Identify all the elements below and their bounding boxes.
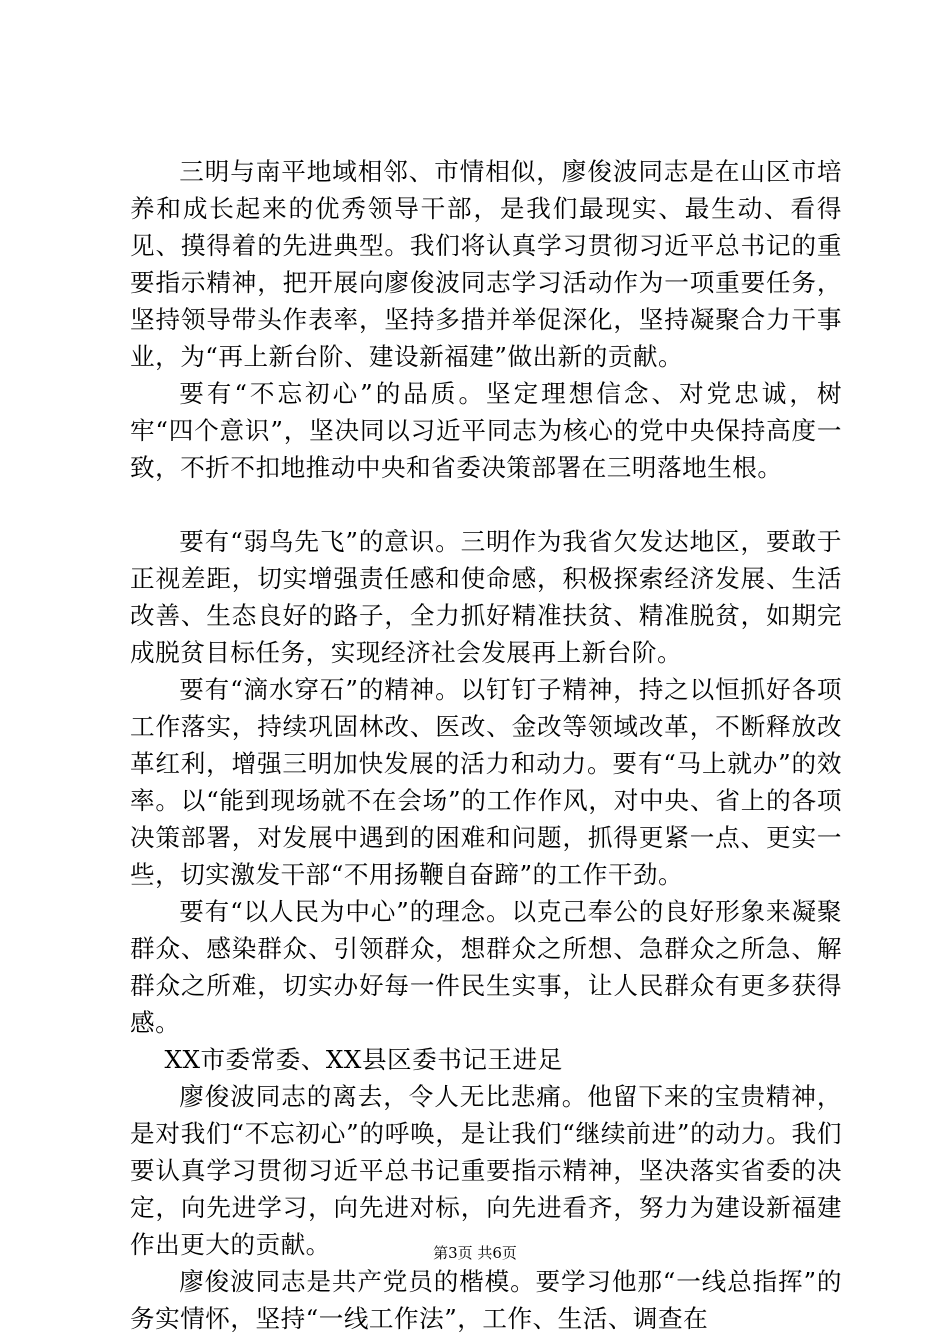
document-body: [130, 153, 842, 1337]
paragraph-dripping-water: 要有“滴水穿石”的精神。以钉钉子精神，持之以恒抓好各项工作落实，持续巩固林改、医改、金改等领域改革，不断释放改革红利，增强三明加快发展的活力和动力。要有“马上就办”的效率。以“能到现场就不在会场”的工作作风，对中央、省上的各项决策部署，对发展中遇到的困难和问题，抓得更紧一点、更实一些，切实激发干部“不用扬鞭自奋蹄”的工作干劲。: [130, 675, 842, 889]
page-footer: 第3页 共6页: [433, 1244, 517, 1262]
paragraph-people-centered: 要有“以人民为中心”的理念。以克己奉公的良好形象来凝聚群众、感染群众、引领群众，想群众之所想、急群众之所急、解群众之所难，切实办好每一件民生实事，让人民群众有更多获得感。: [130, 897, 842, 1037]
paragraph-weak-bird-first: 要有“弱鸟先飞”的意识。三明作为我省欠发达地区，要敢于正视差距，切实增强责任感和使命感，积极探索经济发展、生活改善、生态良好的路子，全力抓好精准扶贫、精准脱贫，如期完成脱贫目标任务，实现经济社会发展再上新台阶。: [130, 527, 842, 667]
paragraph-role-model: 廖俊波同志是共产党员的楷模。要学习他那“一线总指挥”的务实情怀，坚持“一线工作法”，工作、生活、调查在: [130, 1267, 842, 1333]
speaker-attribution: XX市委常委、XX县区委书记王进足: [164, 1045, 563, 1074]
paragraph-original-aspiration: 要有“不忘初心”的品质。坚定理想信念、对党忠诚，树牢“四个意识”，坚决同以习近平同志为核心的党中央保持高度一致，不折不扣地推动中央和省委决策部署在三明落地生根。: [130, 379, 842, 482]
paragraph-intro: 三明与南平地域相邻、市情相似，廖俊波同志是在山区市培养和成长起来的优秀领导干部，是我们最现实、最生动、看得见、摸得着的先进典型。我们将认真学习贯彻习近平总书记的重要指示精神，把开展向廖俊波同志学习活动作为一项重要任务，坚持领导带头作表率，坚持多措并举促深化，坚持凝聚合力干事业，为“再上新台阶、建设新福建”做出新的贡献。: [130, 157, 842, 371]
paragraph-mourning: 廖俊波同志的离去，令人无比悲痛。他留下来的宝贵精神，是对我们“不忘初心”的呼唤，是让我们“继续前进”的动力。我们要认真学习贯彻习近平总书记重要指示精神，坚决落实省委的决定，向先进学习，向先进对标，向先进看齐，努力为建设新福建作出更大的贡献。: [130, 1082, 842, 1259]
